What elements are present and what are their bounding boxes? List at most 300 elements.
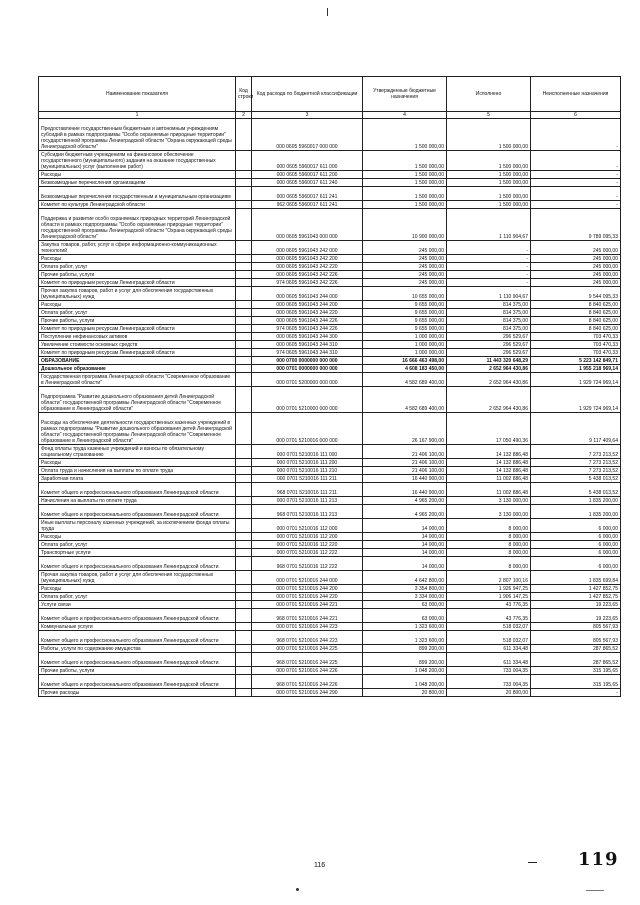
row-approved-amount: 14 000,00 bbox=[363, 557, 447, 571]
row-budget-code: 968 0701 5210016 244 225 bbox=[252, 653, 363, 667]
row-budget-code: 000 0605 5960017 611 200 bbox=[252, 171, 363, 179]
row-indicator-name: Прочая закупка товаров, работ и услуг для обеспечения государственных (муниципальных) нужд bbox=[39, 571, 236, 585]
row-unexecuted-amount: 7 273 213,52 bbox=[531, 467, 621, 475]
row-budget-code: 962 0605 5960017 611 241 bbox=[252, 201, 363, 209]
row-line-code bbox=[236, 187, 252, 201]
row-approved-amount: 16 440 900,00 bbox=[363, 483, 447, 497]
row-executed-amount: - bbox=[447, 255, 531, 263]
footer-dash bbox=[528, 862, 537, 863]
row-unexecuted-amount: 315 195,65 bbox=[531, 675, 621, 689]
row-line-code bbox=[236, 263, 252, 271]
row-budget-code: 000 0605 5961043 242 000 bbox=[252, 241, 363, 255]
row-executed-amount: 733 004,35 bbox=[447, 667, 531, 675]
row-line-code bbox=[236, 279, 252, 287]
row-budget-code: 000 0701 5210016 112 220 bbox=[252, 541, 363, 549]
row-line-code bbox=[236, 171, 252, 179]
row-line-code bbox=[236, 179, 252, 187]
row-approved-amount: 14 000,00 bbox=[363, 549, 447, 557]
row-line-code bbox=[236, 309, 252, 317]
row-unexecuted-amount: - bbox=[531, 171, 621, 179]
row-indicator-name: Прочие работы, услуги bbox=[39, 667, 236, 675]
column-number: 5 bbox=[447, 112, 531, 119]
row-budget-code: 000 0701 5210016 244 220 bbox=[252, 593, 363, 601]
row-unexecuted-amount: 9 544 095,33 bbox=[531, 287, 621, 301]
row-line-code bbox=[236, 445, 252, 459]
table-row bbox=[39, 631, 621, 645]
row-budget-code: 000 0605 5961043 244 310 bbox=[252, 341, 363, 349]
row-budget-code: 000 0701 5210016 111 213 bbox=[252, 497, 363, 505]
table-row bbox=[39, 241, 621, 255]
row-line-code bbox=[236, 387, 252, 413]
row-indicator-name: Государственная программа Ленинградской области "Современное образование в Ленинградской области" bbox=[39, 373, 236, 387]
row-approved-amount: 1 500 000,00 bbox=[363, 171, 447, 179]
row-unexecuted-amount: - bbox=[531, 689, 621, 697]
row-unexecuted-amount: 19 223,65 bbox=[531, 609, 621, 623]
row-indicator-name: Поддержка и развитие особо охраняемых природных территорий Ленинградской области в рамках подпрограммы "Особо охраняемые природные территории" государственной программы Ленинградской области "Охрана окружающей среды Ленинградской области" bbox=[39, 209, 236, 241]
row-approved-amount: 1 000 000,00 bbox=[363, 341, 447, 349]
row-indicator-name: Расходы bbox=[39, 533, 236, 541]
row-approved-amount: 21 406 100,00 bbox=[363, 445, 447, 459]
column-number: 4 bbox=[363, 112, 447, 119]
row-approved-amount: 20 800,00 bbox=[363, 689, 447, 697]
row-executed-amount: 14 132 886,48 bbox=[447, 445, 531, 459]
row-approved-amount: 4 965 200,00 bbox=[363, 505, 447, 519]
row-line-code bbox=[236, 593, 252, 601]
row-budget-code: 000 0701 5210016 111 000 bbox=[252, 445, 363, 459]
row-executed-amount: 296 529,67 bbox=[447, 349, 531, 357]
row-executed-amount: 1 500 000,00 bbox=[447, 119, 531, 151]
row-budget-code: 974 0605 5961043 244 226 bbox=[252, 325, 363, 333]
row-line-code bbox=[236, 241, 252, 255]
row-executed-amount: 814 375,00 bbox=[447, 309, 531, 317]
row-unexecuted-amount: 6 000,00 bbox=[531, 549, 621, 557]
row-line-code bbox=[236, 631, 252, 645]
row-approved-amount: 899 200,00 bbox=[363, 653, 447, 667]
row-budget-code: 000 0605 5961043 242 200 bbox=[252, 255, 363, 263]
row-indicator-name: ОБРАЗОВАНИЕ bbox=[39, 357, 236, 365]
row-budget-code: 000 0605 5961043 244 200 bbox=[252, 301, 363, 309]
row-approved-amount: 1 500 000,00 bbox=[363, 187, 447, 201]
row-line-code bbox=[236, 271, 252, 279]
row-line-code bbox=[236, 519, 252, 533]
row-line-code bbox=[236, 255, 252, 263]
table-row bbox=[39, 325, 621, 333]
row-indicator-name: Прочая закупка товаров, работ и услуг для обеспечения государственных (муниципальных) нужд bbox=[39, 287, 236, 301]
row-approved-amount: 245 000,00 bbox=[363, 263, 447, 271]
row-indicator-name: Комитет общего и профессионального образования Ленинградской области bbox=[39, 609, 236, 623]
row-unexecuted-amount: 315 195,65 bbox=[531, 667, 621, 675]
row-unexecuted-amount: - bbox=[531, 201, 621, 209]
row-budget-code: 968 0701 5210016 244 221 bbox=[252, 609, 363, 623]
table-row bbox=[39, 171, 621, 179]
row-approved-amount: 3 334 000,00 bbox=[363, 593, 447, 601]
table-row bbox=[39, 689, 621, 697]
row-budget-code: 000 0701 5210016 112 200 bbox=[252, 533, 363, 541]
row-budget-code: 000 0701 5210016 111 211 bbox=[252, 475, 363, 483]
row-indicator-name: Коммунальные услуги bbox=[39, 623, 236, 631]
row-executed-amount: 296 529,67 bbox=[447, 341, 531, 349]
table-row bbox=[39, 653, 621, 667]
handwritten-sheet-number: 119 bbox=[578, 849, 619, 870]
row-unexecuted-amount: 5 438 013,52 bbox=[531, 483, 621, 497]
row-approved-amount: 1 500 000,00 bbox=[363, 151, 447, 171]
header-executed: Исполнено bbox=[447, 77, 531, 112]
row-executed-amount: 1 500 000,00 bbox=[447, 187, 531, 201]
table-row bbox=[39, 541, 621, 549]
row-indicator-name: Оплата работ, услуг bbox=[39, 309, 236, 317]
row-budget-code: 000 0701 0000000 000 000 bbox=[252, 365, 363, 373]
row-indicator-name: Оплата работ, услуг bbox=[39, 541, 236, 549]
row-executed-amount: 814 375,00 bbox=[447, 325, 531, 333]
row-line-code bbox=[236, 357, 252, 365]
row-budget-code: 968 0701 5210016 112 222 bbox=[252, 557, 363, 571]
table-row bbox=[39, 609, 621, 623]
row-budget-code: 000 0701 5210016 244 221 bbox=[252, 601, 363, 609]
row-indicator-name: Работы, услуги по содержанию имущества bbox=[39, 645, 236, 653]
row-indicator-name: Подпрограмма "Развитие дошкольного образования детей Ленинградской области" государственной программы Ленинградской области "Современное образование в Ленинградской области" bbox=[39, 387, 236, 413]
scan-tick-top bbox=[327, 8, 328, 16]
header-budget-code: Код расхода по бюджетной классификации bbox=[252, 77, 363, 112]
row-budget-code: 000 0701 5210016 111 200 bbox=[252, 459, 363, 467]
table-row bbox=[39, 309, 621, 317]
row-indicator-name: Закупка товаров, работ, услуг в сфере информационно-коммуникационных технологий bbox=[39, 241, 236, 255]
row-executed-amount: 1 906 147,25 bbox=[447, 593, 531, 601]
row-line-code bbox=[236, 475, 252, 483]
row-line-code bbox=[236, 689, 252, 697]
table-row bbox=[39, 341, 621, 349]
row-approved-amount: 63 000,00 bbox=[363, 609, 447, 623]
table-row bbox=[39, 301, 621, 309]
row-approved-amount: 14 000,00 bbox=[363, 519, 447, 533]
table-row bbox=[39, 119, 621, 151]
row-executed-amount: 1 500 000,00 bbox=[447, 179, 531, 187]
row-line-code bbox=[236, 151, 252, 171]
row-executed-amount: 296 529,67 bbox=[447, 333, 531, 341]
row-unexecuted-amount: 245 000,00 bbox=[531, 263, 621, 271]
row-indicator-name: Комитет общего и профессионального образования Ленинградской области bbox=[39, 505, 236, 519]
row-line-code bbox=[236, 609, 252, 623]
row-unexecuted-amount: 1 929 724 969,14 bbox=[531, 387, 621, 413]
row-line-code bbox=[236, 483, 252, 497]
row-executed-amount: 20 800,00 bbox=[447, 689, 531, 697]
row-executed-amount: 8 000,00 bbox=[447, 541, 531, 549]
row-approved-amount: 4 608 183 450,00 bbox=[363, 365, 447, 373]
row-indicator-name: Безвозмездные перечисления государственным и муниципальным организациям bbox=[39, 187, 236, 201]
row-approved-amount: 1 048 200,00 bbox=[363, 675, 447, 689]
table-row bbox=[39, 201, 621, 209]
row-line-code bbox=[236, 497, 252, 505]
column-number: 3 bbox=[252, 112, 363, 119]
row-approved-amount: 14 000,00 bbox=[363, 541, 447, 549]
row-budget-code: 968 0701 5210016 111 211 bbox=[252, 483, 363, 497]
row-budget-code: 000 0701 5210016 112 000 bbox=[252, 519, 363, 533]
table-row bbox=[39, 593, 621, 601]
row-unexecuted-amount: 245 000,00 bbox=[531, 271, 621, 279]
row-executed-amount: 8 000,00 bbox=[447, 549, 531, 557]
row-executed-amount: 8 000,00 bbox=[447, 519, 531, 533]
row-line-code bbox=[236, 533, 252, 541]
row-unexecuted-amount: 9 117 409,64 bbox=[531, 413, 621, 445]
row-approved-amount: 21 406 100,00 bbox=[363, 459, 447, 467]
row-line-code bbox=[236, 459, 252, 467]
row-line-code bbox=[236, 653, 252, 667]
row-budget-code: 000 0701 5210016 244 225 bbox=[252, 645, 363, 653]
row-unexecuted-amount: 805 567,93 bbox=[531, 623, 621, 631]
table-row bbox=[39, 179, 621, 187]
row-executed-amount: 518 032,07 bbox=[447, 623, 531, 631]
row-line-code bbox=[236, 119, 252, 151]
row-approved-amount: 21 406 100,00 bbox=[363, 467, 447, 475]
header-approved: Утвержденные бюджетные назначения bbox=[363, 77, 447, 112]
table-row bbox=[39, 549, 621, 557]
row-line-code bbox=[236, 645, 252, 653]
row-budget-code: 974 0605 5961043 242 226 bbox=[252, 279, 363, 287]
row-indicator-name: Расходы bbox=[39, 301, 236, 309]
row-unexecuted-amount: 9 789 095,33 bbox=[531, 209, 621, 241]
table-row bbox=[39, 333, 621, 341]
table-row bbox=[39, 519, 621, 533]
table-row bbox=[39, 475, 621, 483]
row-line-code bbox=[236, 505, 252, 519]
row-line-code bbox=[236, 349, 252, 357]
row-unexecuted-amount: 1 955 218 969,14 bbox=[531, 365, 621, 373]
row-executed-amount: 3 130 000,00 bbox=[447, 505, 531, 519]
row-indicator-name: Дошкольное образование bbox=[39, 365, 236, 373]
row-line-code bbox=[236, 549, 252, 557]
row-approved-amount: 14 000,00 bbox=[363, 533, 447, 541]
row-executed-amount: 518 032,07 bbox=[447, 631, 531, 645]
row-budget-code: 000 0605 5961043 244 300 bbox=[252, 333, 363, 341]
row-line-code bbox=[236, 333, 252, 341]
table-row bbox=[39, 317, 621, 325]
row-indicator-name: Начисления на выплаты по оплате труда bbox=[39, 497, 236, 505]
row-budget-code: 000 0701 5210016 244 223 bbox=[252, 623, 363, 631]
row-approved-amount: 10 655 000,00 bbox=[363, 287, 447, 301]
row-unexecuted-amount: 7 273 213,52 bbox=[531, 445, 621, 459]
table-row bbox=[39, 349, 621, 357]
table-row bbox=[39, 571, 621, 585]
table-row bbox=[39, 505, 621, 519]
row-budget-code: 000 0701 5210016 111 210 bbox=[252, 467, 363, 475]
row-indicator-name: Прочие расходы bbox=[39, 689, 236, 697]
row-executed-amount: 43 776,35 bbox=[447, 601, 531, 609]
row-indicator-name: Иные выплаты персоналу казенных учреждений, за исключением фонда оплаты труда bbox=[39, 519, 236, 533]
row-budget-code: 968 0701 5210016 111 213 bbox=[252, 505, 363, 519]
row-executed-amount: 814 375,00 bbox=[447, 317, 531, 325]
table-row bbox=[39, 255, 621, 263]
row-indicator-name: Увеличение стоимости основных средств bbox=[39, 341, 236, 349]
row-indicator-name: Транспортные услуги bbox=[39, 549, 236, 557]
row-unexecuted-amount: 287 865,52 bbox=[531, 653, 621, 667]
row-unexecuted-amount: 5 223 142 849,71 bbox=[531, 357, 621, 365]
table-row bbox=[39, 467, 621, 475]
row-executed-amount: 14 132 886,48 bbox=[447, 459, 531, 467]
table-row bbox=[39, 445, 621, 459]
row-unexecuted-amount: 1 427 852,75 bbox=[531, 585, 621, 593]
row-unexecuted-amount: 703 470,33 bbox=[531, 349, 621, 357]
row-executed-amount: 611 334,48 bbox=[447, 645, 531, 653]
row-approved-amount: 4 582 689 400,00 bbox=[363, 387, 447, 413]
row-indicator-name: Прочие работы, услуги bbox=[39, 271, 236, 279]
row-executed-amount: 2 652 964 430,86 bbox=[447, 365, 531, 373]
row-unexecuted-amount: 19 223,65 bbox=[531, 601, 621, 609]
row-unexecuted-amount: 287 865,52 bbox=[531, 645, 621, 653]
row-unexecuted-amount: 8 840 625,00 bbox=[531, 309, 621, 317]
row-indicator-name: Субсидии бюджетным учреждениям на финансовое обеспечение государственного (муниципального) задания на оказание государственных (муниципальных) услуг (выполнение работ) bbox=[39, 151, 236, 171]
row-executed-amount: 3 130 000,00 bbox=[447, 497, 531, 505]
table-body bbox=[39, 112, 621, 697]
row-executed-amount: 17 050 490,36 bbox=[447, 413, 531, 445]
row-line-code bbox=[236, 325, 252, 333]
row-executed-amount: 43 776,35 bbox=[447, 609, 531, 623]
row-indicator-name: Расходы bbox=[39, 459, 236, 467]
table-row bbox=[39, 601, 621, 609]
row-approved-amount: 1 000 000,00 bbox=[363, 333, 447, 341]
row-budget-code: 968 0701 5210016 244 226 bbox=[252, 675, 363, 689]
row-approved-amount: 9 655 000,00 bbox=[363, 309, 447, 317]
row-executed-amount: 814 375,00 bbox=[447, 301, 531, 309]
row-executed-amount: 8 000,00 bbox=[447, 557, 531, 571]
row-approved-amount: 1 500 000,00 bbox=[363, 119, 447, 151]
column-number: 2 bbox=[236, 112, 252, 119]
row-indicator-name: Комитет общего и профессионального образования Ленинградской области bbox=[39, 631, 236, 645]
row-executed-amount: - bbox=[447, 263, 531, 271]
row-indicator-name: Комитет общего и профессионального образования Ленинградской области bbox=[39, 557, 236, 571]
row-unexecuted-amount: 245 000,00 bbox=[531, 279, 621, 287]
row-indicator-name: Комитет по природным ресурсам Ленинградской области bbox=[39, 279, 236, 287]
row-line-code bbox=[236, 365, 252, 373]
row-approved-amount: 9 655 000,00 bbox=[363, 301, 447, 309]
row-budget-code: 000 0701 5210016 244 000 bbox=[252, 571, 363, 585]
row-indicator-name: Заработная плата bbox=[39, 475, 236, 483]
table-row bbox=[39, 373, 621, 387]
row-unexecuted-amount: 1 835 200,00 bbox=[531, 497, 621, 505]
column-number-row bbox=[39, 112, 621, 119]
row-executed-amount: 11 443 320 648,29 bbox=[447, 357, 531, 365]
row-approved-amount: 1 323 600,00 bbox=[363, 631, 447, 645]
table-row bbox=[39, 533, 621, 541]
row-line-code bbox=[236, 301, 252, 309]
table-row bbox=[39, 675, 621, 689]
row-approved-amount: 9 655 000,00 bbox=[363, 317, 447, 325]
row-executed-amount: 1 500 000,00 bbox=[447, 151, 531, 171]
row-budget-code: 000 0605 5960017 000 000 bbox=[252, 119, 363, 151]
row-approved-amount: 1 500 000,00 bbox=[363, 201, 447, 209]
row-indicator-name: Комитет по природным ресурсам Ленинградской области bbox=[39, 349, 236, 357]
row-line-code bbox=[236, 209, 252, 241]
row-indicator-name: Комитет по культуре Ленинградской области bbox=[39, 201, 236, 209]
row-approved-amount: 245 000,00 bbox=[363, 241, 447, 255]
row-unexecuted-amount: 8 840 625,00 bbox=[531, 301, 621, 309]
row-indicator-name: Безвозмездные перечисления организациям bbox=[39, 179, 236, 187]
row-unexecuted-amount: 245 000,00 bbox=[531, 255, 621, 263]
row-approved-amount: 16 440 900,00 bbox=[363, 475, 447, 483]
table-row bbox=[39, 287, 621, 301]
row-budget-code: 968 0701 5210016 244 223 bbox=[252, 631, 363, 645]
row-indicator-name: Предоставление государственным бюджетным и автономным учреждениям субсидий в рамках подпрограммы "Особо охраняемые природные территории" государственной программы Ленинградской области "Охрана окружающей среды Ленинградской области" bbox=[39, 119, 236, 151]
table-row bbox=[39, 585, 621, 593]
row-indicator-name: Оплата труда и начисления на выплаты по оплате труда bbox=[39, 467, 236, 475]
row-executed-amount: 8 000,00 bbox=[447, 533, 531, 541]
table-row bbox=[39, 483, 621, 497]
table-row bbox=[39, 645, 621, 653]
row-unexecuted-amount: 6 000,00 bbox=[531, 541, 621, 549]
row-budget-code: 000 0701 5200000 000 000 bbox=[252, 373, 363, 387]
row-approved-amount: 899 200,00 bbox=[363, 645, 447, 653]
table-row bbox=[39, 187, 621, 201]
row-budget-code: 000 0701 5210000 000 000 bbox=[252, 387, 363, 413]
row-line-code bbox=[236, 373, 252, 387]
row-budget-code: 974 0605 5961043 244 310 bbox=[252, 349, 363, 357]
table-row bbox=[39, 209, 621, 241]
row-executed-amount: 14 132 886,48 bbox=[447, 467, 531, 475]
row-budget-code: 000 0701 5210016 112 222 bbox=[252, 549, 363, 557]
row-unexecuted-amount: 703 470,33 bbox=[531, 341, 621, 349]
row-indicator-name: Расходы на обеспечение деятельности государственных казенных учреждений в рамках подпрограммы "Развитие дошкольного образования детей Ленинградской области" государственной программы Ленинградской области "Современное образование в Ленинградской области" bbox=[39, 413, 236, 445]
column-number: 1 bbox=[39, 112, 236, 119]
row-line-code bbox=[236, 413, 252, 445]
row-line-code bbox=[236, 541, 252, 549]
header-line-code: Код строки bbox=[236, 77, 252, 112]
table-header-row bbox=[39, 77, 621, 112]
row-approved-amount: 245 000,00 bbox=[363, 279, 447, 287]
row-approved-amount: 1 323 600,00 bbox=[363, 623, 447, 631]
row-budget-code: 000 0605 5961043 000 000 bbox=[252, 209, 363, 241]
row-executed-amount: 2 807 100,16 bbox=[447, 571, 531, 585]
row-line-code bbox=[236, 675, 252, 689]
row-executed-amount: - bbox=[447, 279, 531, 287]
row-executed-amount: 2 652 964 430,86 bbox=[447, 387, 531, 413]
scan-dot bbox=[296, 888, 299, 891]
table-row bbox=[39, 151, 621, 171]
table-row bbox=[39, 279, 621, 287]
row-unexecuted-amount: 1 427 852,75 bbox=[531, 593, 621, 601]
row-unexecuted-amount: 703 470,33 bbox=[531, 333, 621, 341]
row-indicator-name: Расходы bbox=[39, 171, 236, 179]
row-budget-code: 000 0701 5210016 000 000 bbox=[252, 413, 363, 445]
row-indicator-name: Поступление нефинансовых активов bbox=[39, 333, 236, 341]
row-line-code bbox=[236, 601, 252, 609]
row-executed-amount: - bbox=[447, 241, 531, 255]
row-unexecuted-amount: 805 567,93 bbox=[531, 631, 621, 645]
row-approved-amount: 1 048 200,00 bbox=[363, 667, 447, 675]
row-approved-amount: 4 642 800,00 bbox=[363, 571, 447, 585]
row-indicator-name: Комитет общего и профессионального образования Ленинградской области bbox=[39, 483, 236, 497]
table-row bbox=[39, 459, 621, 467]
row-line-code bbox=[236, 287, 252, 301]
row-line-code bbox=[236, 585, 252, 593]
table-row bbox=[39, 623, 621, 631]
row-unexecuted-amount: 5 438 013,52 bbox=[531, 475, 621, 483]
table-row bbox=[39, 557, 621, 571]
table-row bbox=[39, 667, 621, 675]
row-unexecuted-amount: 6 000,00 bbox=[531, 557, 621, 571]
row-approved-amount: 1 500 000,00 bbox=[363, 179, 447, 187]
row-line-code bbox=[236, 667, 252, 675]
row-approved-amount: 9 655 000,00 bbox=[363, 325, 447, 333]
row-indicator-name: Прочие работы, услуги bbox=[39, 317, 236, 325]
row-unexecuted-amount: 8 840 625,00 bbox=[531, 317, 621, 325]
table-row bbox=[39, 497, 621, 505]
row-approved-amount: 10 900 000,00 bbox=[363, 209, 447, 241]
row-budget-code: 000 0605 5960017 611 000 bbox=[252, 151, 363, 171]
column-number: 6 bbox=[531, 112, 621, 119]
row-indicator-name: Оплата работ, услуг bbox=[39, 593, 236, 601]
row-budget-code: 000 0605 5961043 244 220 bbox=[252, 309, 363, 317]
row-executed-amount: 1 926 947,25 bbox=[447, 585, 531, 593]
row-budget-code: 000 0605 5960017 611 241 bbox=[252, 187, 363, 201]
table-row bbox=[39, 365, 621, 373]
